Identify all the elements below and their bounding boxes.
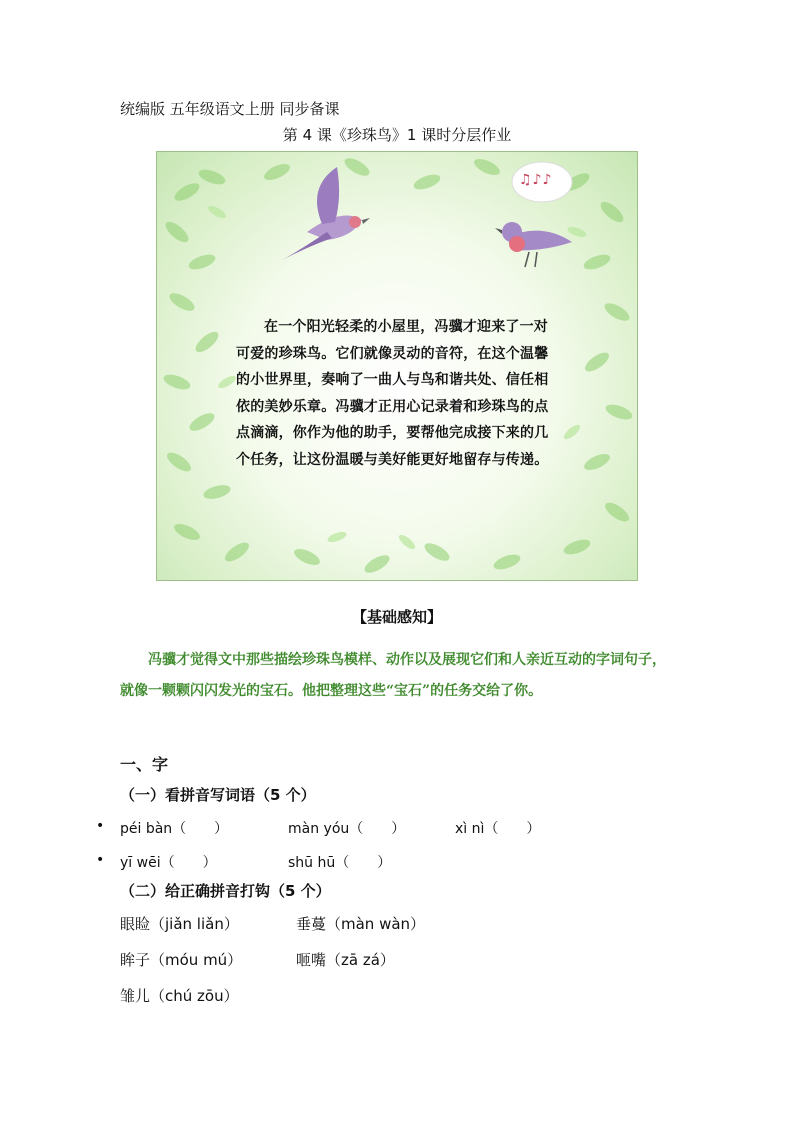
pinyin-item: xì nì（ ） <box>455 821 541 837</box>
part-heading: 一、字 <box>120 755 169 774</box>
choice-item: 眸子（móu mú） <box>120 951 243 969</box>
choice-item: 咂嘴（zā zá） <box>296 951 395 969</box>
section-intro: 冯骥才觉得文中那些描绘珍珠鸟模样、动作以及展现它们和人亲近互动的字词句子，就像一颗颗闪闪发光的宝石。他把整理这些“宝石”的任务交给了你。 <box>120 652 666 699</box>
pinyin-item: màn yóu（ ） <box>288 821 406 837</box>
music-notes-icon: ♫♪♪ <box>519 172 553 188</box>
choice-item: 眼睑（jiǎn liǎn） <box>120 915 239 933</box>
pinyin-item: shū hū（ ） <box>288 855 392 871</box>
singing-bird-icon <box>495 222 572 267</box>
choice-item: 雏儿（chú zōu） <box>120 987 239 1005</box>
page-title: 第 4 课《珍珠鸟》1 课时分层作业 <box>282 126 512 144</box>
choice-item: 垂蔓（màn wàn） <box>296 915 426 933</box>
section-title: 【基础感知】 <box>351 608 442 626</box>
course-header: 统编版 五年级语文上册 同步备课 <box>120 100 340 118</box>
flying-bird-icon <box>282 167 370 260</box>
bullet-icon: • <box>96 818 105 834</box>
pinyin-item: yī wēi（ ） <box>120 855 217 871</box>
subheading-pinyin-writing: （一）看拼音写词语（5 个） <box>120 786 316 804</box>
pinyin-item: péi bàn（ ） <box>120 821 229 837</box>
subheading-pinyin-choice: （二）给正确拼音打钩（5 个） <box>120 882 331 900</box>
story-text: 在一个阳光轻柔的小屋里，冯骥才迎来了一对可爱的珍珠鸟。它们就像灵动的音符，在这个温馨的小世界里，奏响了一曲人与鸟和谐共处、信任相依的美妙乐章。冯骥才正用心记录着和珍珠鸟的点点滴滴，你作为他的助手，要帮他完成接下来的几个任务，让这份温暖与美好能更好地留存与传递。 <box>236 319 549 468</box>
bullet-icon: • <box>96 852 105 868</box>
